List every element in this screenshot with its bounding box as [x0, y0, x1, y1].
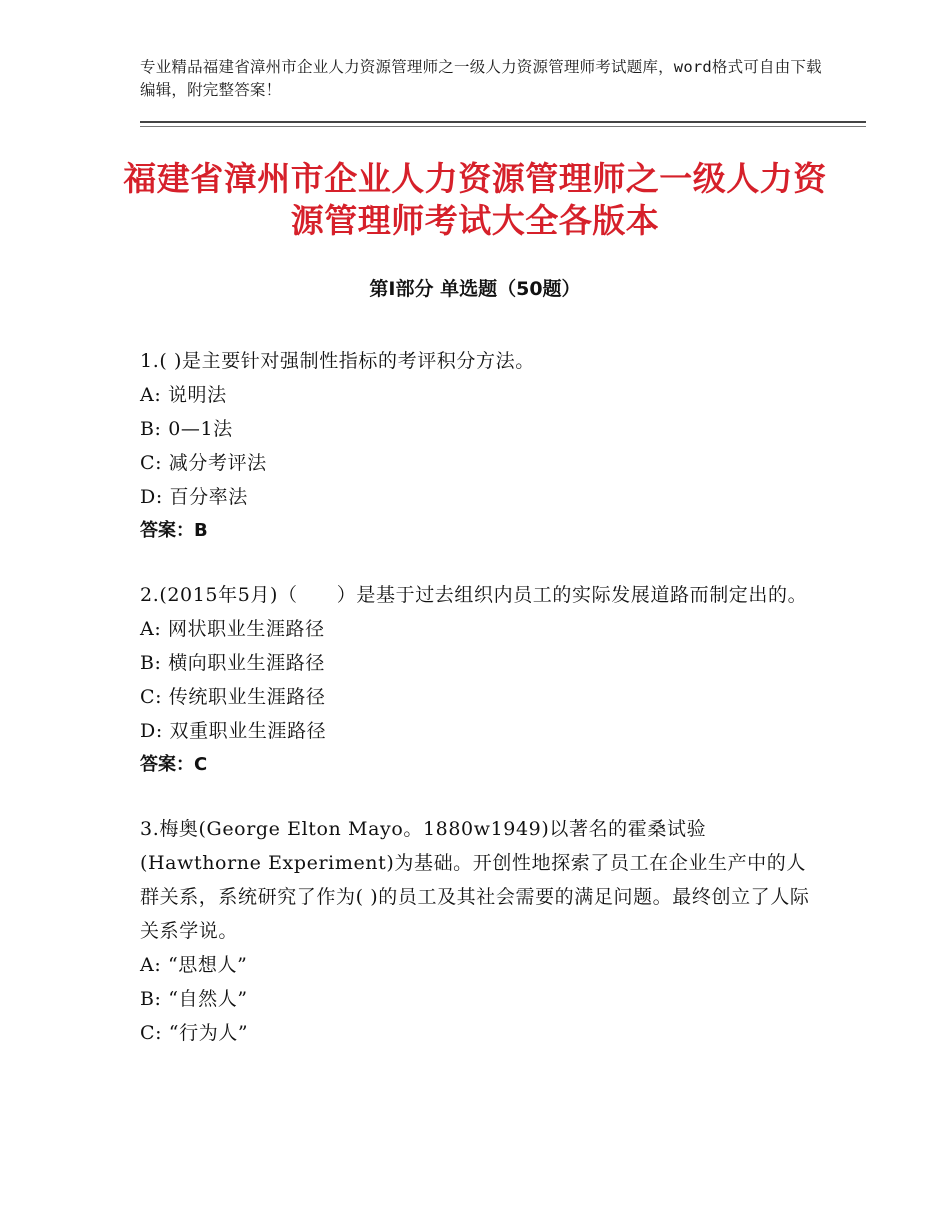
document-title: 福建省漳州市企业人力资源管理师之一级人力资源管理师考试大全各版本 [123, 159, 827, 240]
header-rule-thin [140, 126, 866, 127]
option-d: D: 百分率法 [140, 486, 248, 508]
question-3 [140, 812, 812, 1050]
option-c: C: 减分考评法 [140, 452, 267, 474]
option-c: C: “行为人” [140, 1022, 249, 1044]
option-b: B: 横向职业生涯路径 [140, 652, 326, 674]
answer-label: 答案： [140, 520, 194, 541]
option-a: A: “思想人” [140, 954, 248, 976]
option-a: A: 网状职业生涯路径 [140, 618, 325, 640]
question-stem: 2.(2015年5月)（ ）是基于过去组织内员工的实际发展道路而制定出的。 [140, 584, 808, 606]
option-a: A: 说明法 [140, 384, 227, 406]
section-title: 第Ⅰ部分 单选题（50题） [369, 278, 581, 300]
answer-line [140, 748, 812, 782]
option-d: D: 双重职业生涯路径 [140, 720, 327, 742]
header-note: 专业精品福建省漳州市企业人力资源管理师之一级人力资源管理师考试题库，word格式可自由下载编辑，附完整答案！ [140, 58, 822, 99]
question-2 [140, 578, 812, 782]
option-b: B: 0—1法 [140, 418, 233, 440]
answer-value: B [194, 520, 208, 541]
answer-line [140, 514, 812, 548]
option-b: B: “自然人” [140, 988, 248, 1010]
option-c: C: 传统职业生涯路径 [140, 686, 326, 708]
header-rule-thick [140, 121, 866, 123]
answer-value: C [194, 754, 208, 775]
question-stem: 3.梅奥(George Elton Mayo。1880w1949)以著名的霍桑试验(Hawthorne Experiment)为基础。开创性地探索了员工在企业生产中的人群关系，系统研究了作为( )的员工及其社会需要的满足问题。最终创立了人际关系学说。 [140, 818, 810, 942]
answer-label: 答案： [140, 754, 194, 775]
question-1 [140, 344, 812, 548]
question-stem: 1.( )是主要针对强制性指标的考评积分方法。 [140, 350, 535, 372]
question-list [140, 344, 812, 1080]
